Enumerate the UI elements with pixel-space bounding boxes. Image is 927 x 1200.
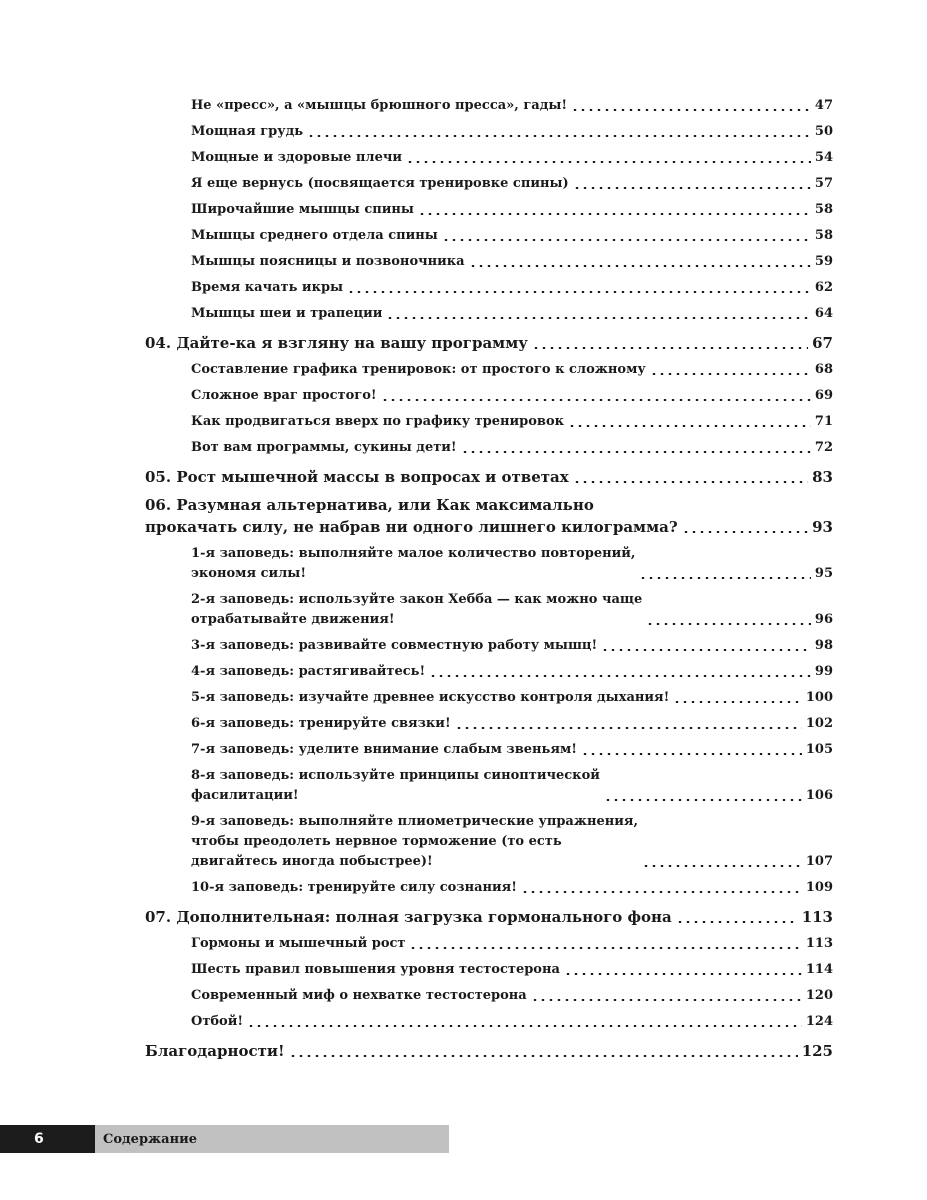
- dot-leader: [639, 577, 810, 579]
- toc-entry[interactable]: [145, 766, 833, 806]
- dot-leader: [604, 799, 802, 801]
- toc-entry-title: Составление графика тренировок: от простого к сложному: [191, 362, 646, 377]
- dot-leader: [455, 727, 802, 729]
- toc-entry[interactable]: [145, 116, 833, 142]
- toc-entry-page: 113: [805, 936, 833, 951]
- dot-leader: [521, 891, 802, 893]
- toc-chapter-page: 125: [801, 1042, 833, 1060]
- toc-entry[interactable]: [145, 194, 833, 220]
- toc-entry-page: 109: [805, 880, 833, 895]
- toc-entry-page: 59: [814, 254, 833, 269]
- toc-chapter[interactable]: [145, 1032, 833, 1062]
- dot-leader: [650, 373, 811, 375]
- toc-entry-page: 71: [814, 414, 833, 429]
- toc-entry[interactable]: [145, 298, 833, 324]
- toc-entry-title: Как продвигаться вверх по графику тренировок: [191, 414, 565, 429]
- toc-entry-page: 57: [814, 176, 833, 191]
- toc-entry-title: 2-я заповедь: используйте закон Хебба — как можно чаще отрабатывайте движения!: [191, 592, 643, 627]
- dot-leader: [418, 213, 811, 215]
- dot-leader: [531, 999, 802, 1001]
- toc-entry-title: Современный миф о нехватке тестостерона: [191, 988, 527, 1003]
- toc-entry-title: 9-я заповедь: выполняйте плиометрические упражнения, чтобы преодолеть нервное торможение (то есть двигайтесь иногда побыстрее)!: [191, 814, 639, 869]
- toc-entry-title: Не «пресс», а «мышцы брюшного пресса», гады!: [191, 98, 568, 113]
- toc-entry-title: Сложное враг простого!: [191, 388, 377, 403]
- toc-entry[interactable]: [145, 708, 833, 734]
- toc-entry-title: 3-я заповедь: развивайте совместную работу мышц!: [191, 638, 598, 653]
- toc-entry-title: 10-я заповедь: тренируйте силу сознания!: [191, 880, 517, 895]
- toc-entry-page: 95: [814, 566, 833, 581]
- section-label: Содержание: [95, 1125, 449, 1153]
- dot-leader: [673, 701, 802, 703]
- toc-entry-title: 5-я заповедь: изучайте древнее искусство контроля дыхания!: [191, 690, 670, 705]
- toc-entry-title: 1-я заповедь: выполняйте малое количество повторений, экономя силы!: [191, 546, 636, 581]
- toc-entry-page: 96: [814, 612, 833, 627]
- dot-leader: [307, 135, 811, 137]
- toc-chapter-title: 06. Разумная альтернатива, или Как максимально прокачать силу, не набрав ни одного лишнего килограмма?: [145, 496, 678, 536]
- toc-entry-title: Вот вам программы, сукины дети!: [191, 440, 457, 455]
- toc-entry-title: Широчайшие мышцы спины: [191, 202, 414, 217]
- dot-leader: [469, 265, 811, 267]
- dot-leader: [386, 317, 811, 319]
- toc-entry-page: 72: [814, 440, 833, 455]
- toc-entry-page: 114: [805, 962, 833, 977]
- dot-leader: [676, 921, 798, 923]
- toc-entry[interactable]: [145, 272, 833, 298]
- toc-chapter-title: 07. Дополнительная: полная загрузка гормонального фона: [145, 908, 672, 926]
- toc-entry[interactable]: [145, 220, 833, 246]
- toc-entry-title: 4-я заповедь: растягивайтесь!: [191, 664, 426, 679]
- toc-entry[interactable]: [145, 1006, 833, 1032]
- toc-entry[interactable]: [145, 980, 833, 1006]
- toc-entry-page: 98: [814, 638, 833, 653]
- toc-entry-title: Время качать икры: [191, 280, 344, 295]
- toc-chapter-page: 67: [812, 334, 833, 352]
- page-number: 6: [0, 1125, 95, 1153]
- dot-leader: [642, 865, 802, 867]
- dot-leader: [601, 649, 811, 651]
- toc-chapter[interactable]: [145, 458, 833, 488]
- toc-entry-title: Мощные и здоровые плечи: [191, 150, 403, 165]
- toc-entry-title: Гормоны и мышечный рост: [191, 936, 406, 951]
- toc-entry[interactable]: [145, 812, 833, 872]
- toc-entry[interactable]: [145, 432, 833, 458]
- toc-entry-title: Шесть правил повышения уровня тестостерона: [191, 962, 560, 977]
- toc-entry[interactable]: [145, 380, 833, 406]
- toc-entry[interactable]: [145, 682, 833, 708]
- toc-entry[interactable]: [145, 544, 833, 584]
- dot-leader: [461, 451, 811, 453]
- toc-entry[interactable]: [145, 872, 833, 898]
- toc-entry-title: Отбой!: [191, 1014, 244, 1029]
- toc-entry-title: Мышцы шеи и трапеции: [191, 306, 383, 321]
- toc-entry-page: 99: [814, 664, 833, 679]
- table-of-contents: [145, 90, 833, 1062]
- toc-entry[interactable]: [145, 168, 833, 194]
- dot-leader: [289, 1055, 798, 1057]
- toc-chapter[interactable]: [145, 898, 833, 928]
- toc-chapter-title: 04. Дайте-ка я взгляну на вашу программу: [145, 334, 528, 352]
- toc-entry-title: Мышцы среднего отдела спины: [191, 228, 438, 243]
- dot-leader: [381, 399, 811, 401]
- toc-entry-page: 106: [805, 788, 833, 803]
- toc-entry-title: 8-я заповедь: используйте принципы синоптической фасилитации!: [191, 768, 600, 803]
- dot-leader: [429, 675, 811, 677]
- dot-leader: [409, 947, 801, 949]
- dot-leader: [573, 481, 808, 483]
- dot-leader: [568, 425, 811, 427]
- toc-entry-title: Мощная грудь: [191, 124, 304, 139]
- toc-entry-page: 50: [814, 124, 833, 139]
- toc-entry-page: 62: [814, 280, 833, 295]
- toc-chapter[interactable]: [145, 324, 833, 354]
- dot-leader: [581, 753, 802, 755]
- toc-entry-page: 107: [805, 854, 833, 869]
- toc-entry-page: 69: [814, 388, 833, 403]
- toc-entry[interactable]: [145, 928, 833, 954]
- toc-entry[interactable]: [145, 630, 833, 656]
- toc-entry-page: 102: [805, 716, 833, 731]
- toc-entry[interactable]: [145, 90, 833, 116]
- dot-leader: [532, 347, 808, 349]
- dot-leader: [573, 187, 811, 189]
- toc-entry-page: 54: [814, 150, 833, 165]
- toc-entry-page: 58: [814, 228, 833, 243]
- dot-leader: [442, 239, 811, 241]
- toc-entry-page: 68: [814, 362, 833, 377]
- toc-entry-title: 6-я заповедь: тренируйте связки!: [191, 716, 451, 731]
- toc-chapter-page: 83: [812, 468, 833, 486]
- toc-entry[interactable]: [145, 246, 833, 272]
- toc-chapter-title: 05. Рост мышечной массы в вопросах и ответах: [145, 468, 569, 486]
- toc-chapter-page: 113: [801, 908, 833, 926]
- toc-entry-page: 105: [805, 742, 833, 757]
- toc-entry-title: Я еще вернусь (посвящается тренировке спины): [191, 176, 569, 191]
- toc-entry-page: 120: [805, 988, 833, 1003]
- page-footer: [0, 1125, 449, 1153]
- toc-entry[interactable]: [145, 954, 833, 980]
- toc-entry[interactable]: [145, 590, 833, 630]
- toc-entry[interactable]: [145, 406, 833, 432]
- toc-entry[interactable]: [145, 734, 833, 760]
- toc-entry-page: 64: [814, 306, 833, 321]
- toc-entry-page: 100: [805, 690, 833, 705]
- toc-chapter[interactable]: [145, 494, 833, 538]
- toc-entry-page: 58: [814, 202, 833, 217]
- toc-entry-page: 47: [814, 98, 833, 113]
- dot-leader: [564, 973, 802, 975]
- toc-entry[interactable]: [145, 354, 833, 380]
- toc-entry-title: 7-я заповедь: уделите внимание слабым звеньям!: [191, 742, 577, 757]
- dot-leader: [682, 531, 809, 533]
- toc-chapter-page: 93: [812, 518, 833, 536]
- toc-entry[interactable]: [145, 656, 833, 682]
- dot-leader: [406, 161, 811, 163]
- dot-leader: [646, 623, 811, 625]
- dot-leader: [247, 1025, 802, 1027]
- dot-leader: [571, 109, 811, 111]
- toc-entry-page: 124: [805, 1014, 833, 1029]
- toc-chapter-title: Благодарности!: [145, 1042, 285, 1060]
- toc-entry-title: Мышцы поясницы и позвоночника: [191, 254, 465, 269]
- toc-entry[interactable]: [145, 142, 833, 168]
- dot-leader: [347, 291, 811, 293]
